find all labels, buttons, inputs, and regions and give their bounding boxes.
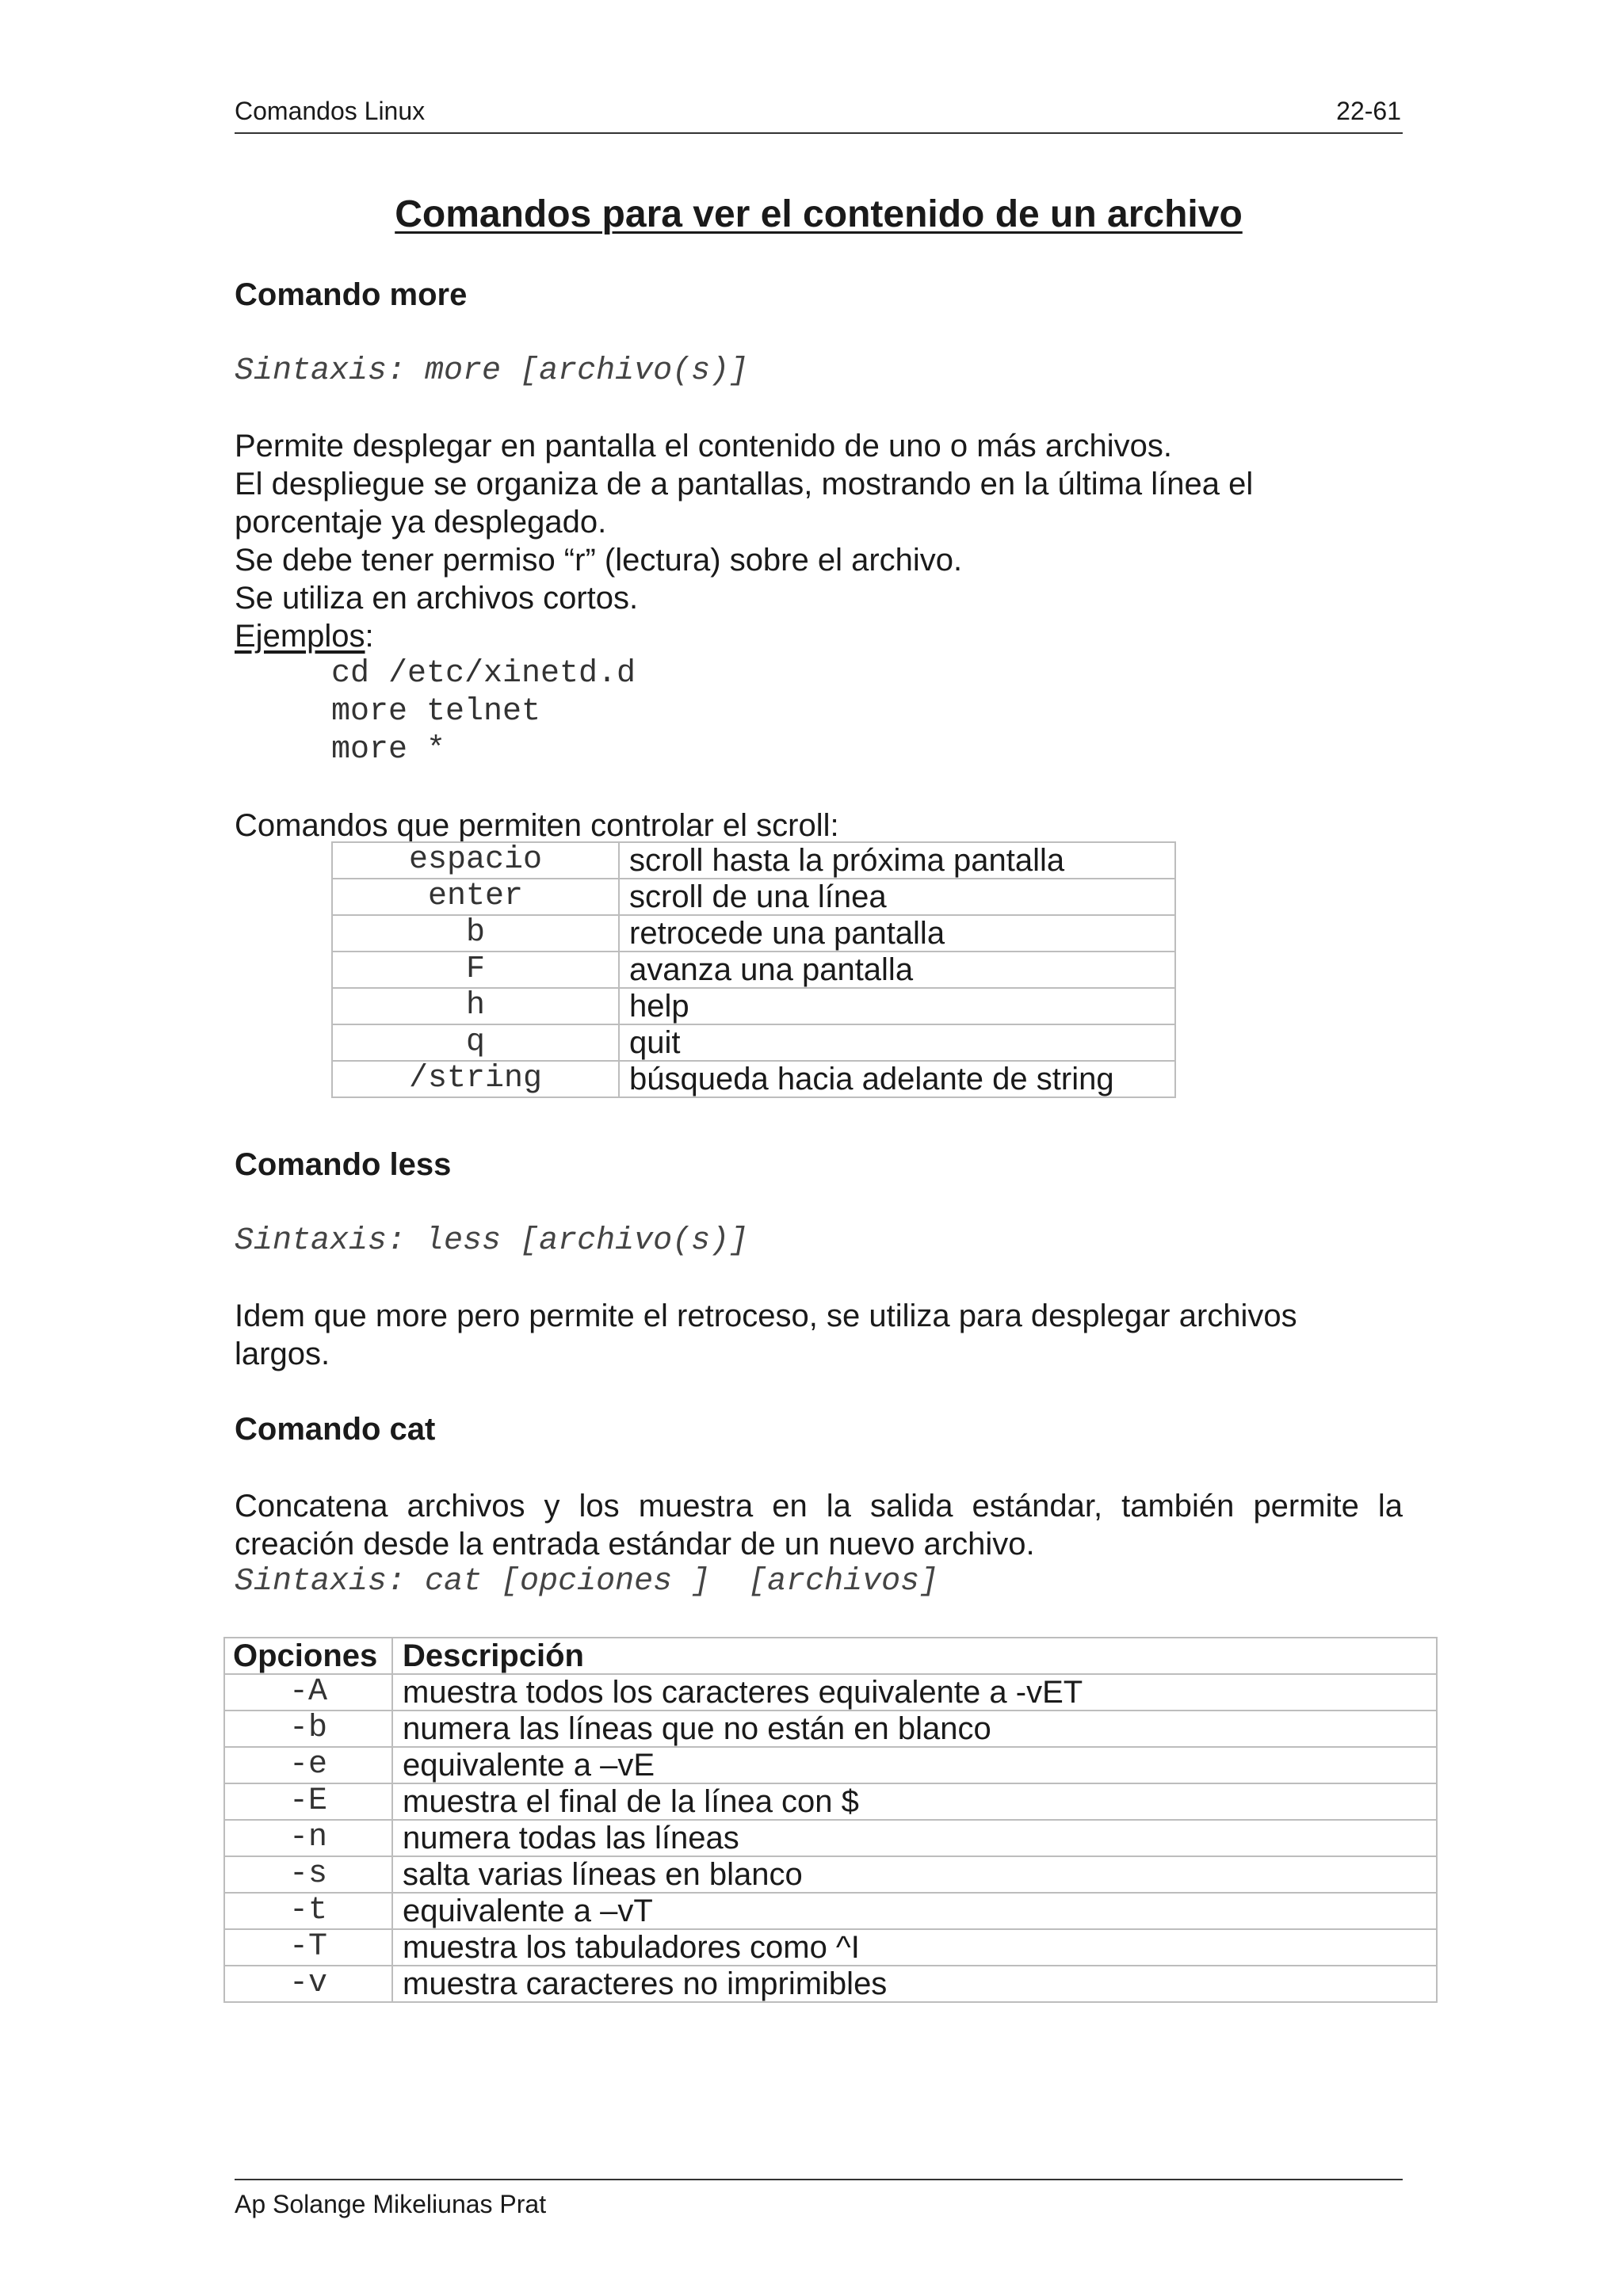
option-flag: -s (224, 1856, 392, 1893)
paragraph-line: creación desde la entrada estándar de un nuevo archivo. (235, 1527, 1035, 1562)
option-description: muestra los tabuladores como ^I (392, 1929, 1437, 1966)
option-flag: -t (224, 1893, 392, 1929)
table-row (224, 1783, 1437, 1820)
scroll-intro-text: Comandos que permiten controlar el scroll: (235, 808, 839, 843)
paragraph-line: largos. (235, 1337, 330, 1371)
examples-label: Ejemplos (235, 619, 365, 654)
table-row (332, 1024, 1175, 1061)
table-row (332, 915, 1175, 952)
less-heading: Comando less (235, 1147, 452, 1182)
more-heading: Comando more (235, 277, 468, 312)
table-row (332, 988, 1175, 1024)
scroll-description: help (619, 988, 1175, 1024)
footer-author: Ap Solange Mikeliunas Prat (235, 2190, 547, 2218)
option-flag: -e (224, 1747, 392, 1783)
paragraph-line: Se debe tener permiso “r” (lectura) sobre el archivo. (235, 543, 963, 578)
scroll-description: avanza una pantalla (619, 952, 1175, 988)
option-description: equivalente a –vT (392, 1893, 1437, 1929)
example-command: more telnet (331, 694, 541, 730)
table-row (224, 1747, 1437, 1783)
table-row (332, 879, 1175, 915)
examples-colon: : (365, 619, 374, 654)
table-row (224, 1893, 1437, 1929)
scroll-key: enter (332, 879, 619, 915)
example-command: more * (331, 732, 446, 768)
examples-label-line (235, 617, 1404, 655)
scroll-key: F (332, 952, 619, 988)
paragraph-line: El despliegue se organiza de a pantallas, mostrando en la última línea el (235, 467, 1254, 502)
option-description: salta varias líneas en blanco (392, 1856, 1437, 1893)
scroll-key: h (332, 988, 619, 1024)
table-row (224, 1929, 1437, 1966)
option-flag: -v (224, 1966, 392, 2002)
more-syntax: Sintaxis: more [archivo(s)] (235, 353, 749, 389)
paragraph-line: porcentaje ya desplegado. (235, 505, 607, 540)
scroll-key: b (332, 915, 619, 952)
document-title: Comandos para ver el contenido de un archivo (395, 193, 1243, 235)
paragraph-line: Se utiliza en archivos cortos. (235, 581, 639, 616)
table-row (332, 1061, 1175, 1097)
table-row (332, 952, 1175, 988)
scroll-key: espacio (332, 842, 619, 879)
option-description: muestra el final de la línea con $ (392, 1783, 1437, 1820)
scroll-key: q (332, 1024, 619, 1061)
scroll-description: scroll hasta la próxima pantalla (619, 842, 1175, 879)
scroll-description: retrocede una pantalla (619, 915, 1175, 952)
option-description: numera todas las líneas (392, 1820, 1437, 1856)
table-row (224, 1856, 1437, 1893)
table-row (332, 842, 1175, 879)
less-syntax: Sintaxis: less [archivo(s)] (235, 1223, 749, 1259)
cat-syntax: Sintaxis: cat [opciones ] [archivos] (235, 1564, 939, 1600)
paragraph-line: Idem que more pero permite el retroceso, se utiliza para desplegar archivos (235, 1299, 1297, 1333)
scroll-intro (235, 807, 1404, 845)
scroll-description: búsqueda hacia adelante de string (619, 1061, 1175, 1097)
column-header-description: Descripción (392, 1638, 1437, 1674)
cat-description (235, 1487, 1403, 1563)
example-command: cd /etc/xinetd.d (331, 656, 636, 692)
header-divider (235, 132, 1403, 134)
cat-heading: Comando cat (235, 1412, 436, 1447)
page-header-title: Comandos Linux (235, 97, 426, 125)
footer-divider (235, 2179, 1403, 2180)
option-flag: -A (224, 1674, 392, 1711)
option-flag: -b (224, 1711, 392, 1747)
scroll-description: scroll de una línea (619, 879, 1175, 915)
more-examples (331, 655, 636, 769)
cat-options-table (223, 1637, 1438, 2003)
option-flag: -T (224, 1929, 392, 1966)
option-flag: -E (224, 1783, 392, 1820)
paragraph-line: Permite desplegar en pantalla el contenido de uno o más archivos. (235, 429, 1172, 463)
option-description: equivalente a –vE (392, 1747, 1437, 1783)
more-description (235, 427, 1404, 655)
column-header-options: Opciones (224, 1638, 392, 1674)
table-row (224, 1966, 1437, 2002)
option-description: numera las líneas que no están en blanco (392, 1711, 1437, 1747)
table-row (224, 1711, 1437, 1747)
paragraph-line: Concatena archivos y los muestra en la salida estándar, también permite la (235, 1489, 1403, 1524)
table-row (224, 1820, 1437, 1856)
table-header-row (224, 1638, 1437, 1674)
option-description: muestra caracteres no imprimibles (392, 1966, 1437, 2002)
page-number: 22-61 (1336, 97, 1401, 125)
scroll-key: /string (332, 1061, 619, 1097)
option-flag: -n (224, 1820, 392, 1856)
option-description: muestra todos los caracteres equivalente a -vET (392, 1674, 1437, 1711)
scroll-description: quit (619, 1024, 1175, 1061)
table-row (224, 1674, 1437, 1711)
less-description (235, 1297, 1404, 1373)
scroll-commands-table (331, 841, 1176, 1098)
